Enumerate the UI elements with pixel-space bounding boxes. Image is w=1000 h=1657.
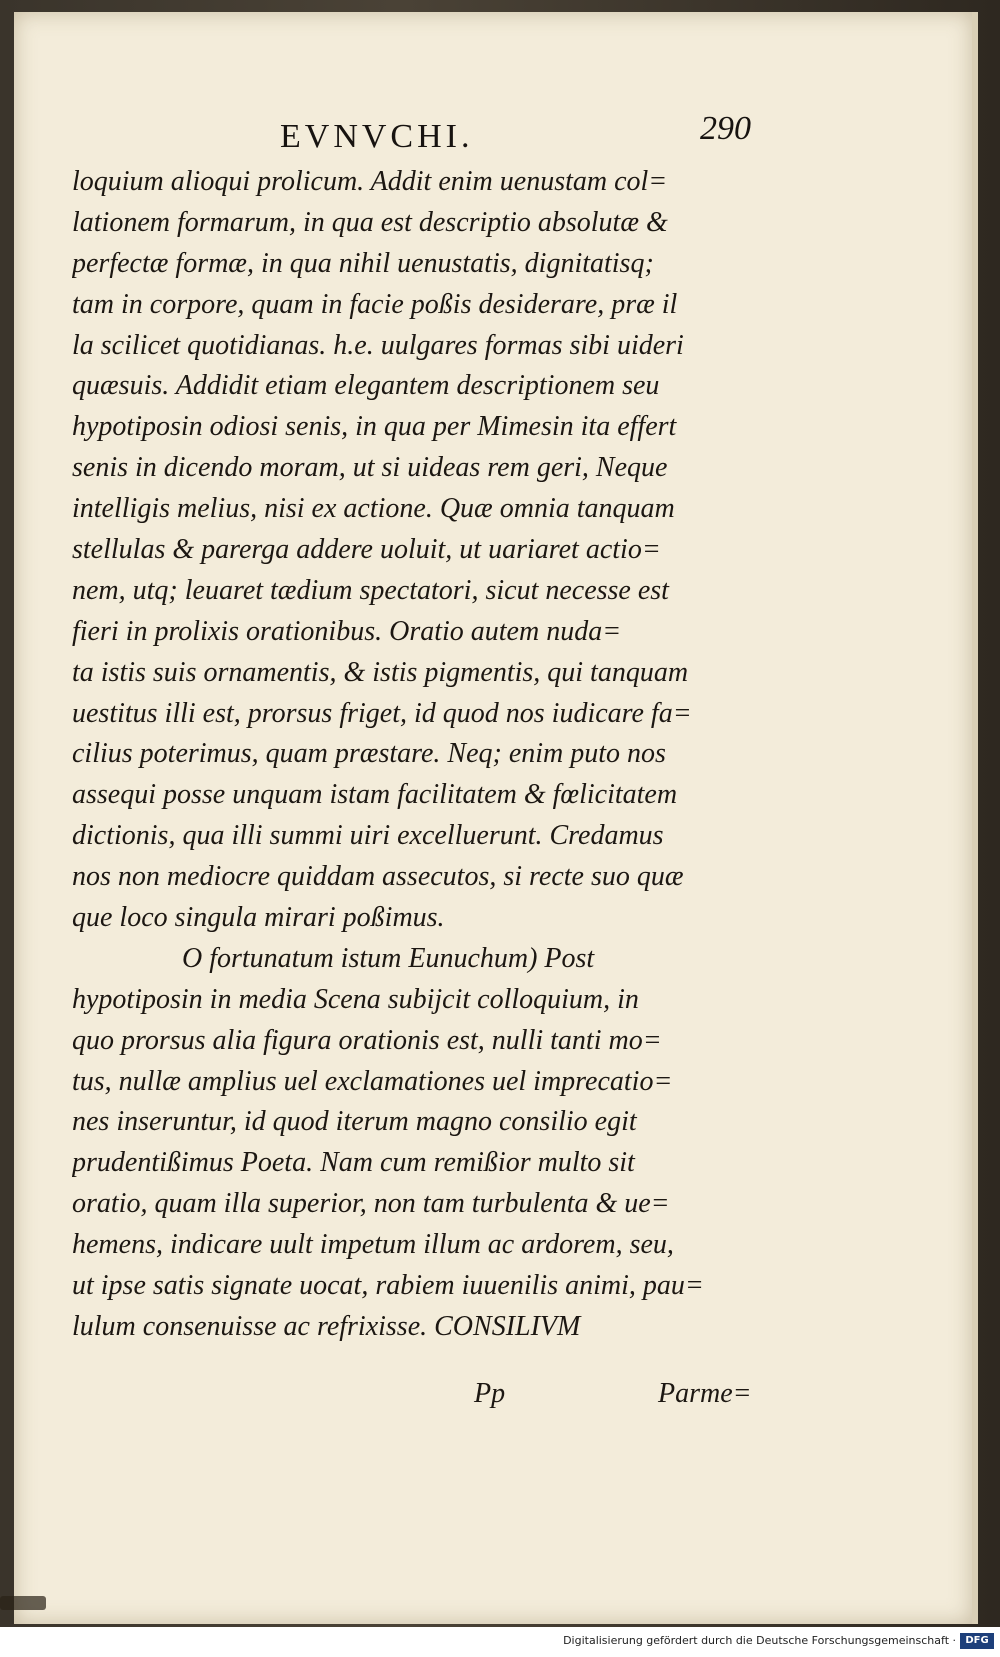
signature-mark: Pp — [474, 1378, 506, 1409]
text-line: oratio, quam illa superior, non tam turbulenta & ue= — [72, 1188, 670, 1220]
catchword: Parme= — [658, 1378, 752, 1409]
text-line: cilius poterimus, quam præstare. Neq; enim puto nos — [72, 738, 666, 770]
body-text — [72, 162, 772, 1348]
text-line: ta istis suis ornamentis, & istis pigmentis, qui tanquam — [72, 656, 689, 688]
page-header — [264, 104, 764, 154]
text-line: nos non mediocre quiddam assecutos, si recte suo quæ — [72, 861, 684, 893]
text-line: lationem formarum, in qua est descriptio absolutæ & — [72, 206, 668, 238]
text-line: quo prorsus alia figura orationis est, nulli tanti mo= — [72, 1024, 662, 1056]
text-line: perfectæ formæ, in qua nihil uenustatis, dignitatisq; — [72, 247, 654, 279]
text-line: hypotiposin in media Scena subijcit colloquium, in — [72, 983, 639, 1015]
text-line: quæsuis. Addidit etiam elegantem descriptionem seu — [72, 370, 660, 402]
text-line: intelligis melius, nisi ex actione. Quæ omnia tanquam — [72, 493, 675, 525]
text-line: fieri in prolixis orationibus. Oratio autem nuda= — [72, 615, 622, 647]
digitization-credit-bar — [0, 1627, 1000, 1657]
text-line: lulum consenuisse ac refrixisse. CONSILIVM — [72, 1310, 581, 1342]
text-line: loquium alioqui prolicum. Addit enim uenustam col= — [72, 166, 668, 197]
text-line: nes inseruntur, id quod iterum magno consilio egit — [72, 1106, 637, 1138]
credit-text: Digitalisierung gefördert durch die Deutsche Forschungsgemeinschaft · — [563, 1634, 956, 1647]
text-line-paragraph-start: O fortunatum istum Eunuchum) Post — [182, 942, 595, 974]
text-line: uestitus illi est, prorsus friget, id quod nos iudicare fa= — [72, 697, 692, 729]
page-footer — [14, 1378, 972, 1418]
page-number: 290 — [700, 110, 751, 147]
text-line: tam in corpore, quam in facie poßis desiderare, præ il — [72, 288, 678, 320]
text-line: dictionis, qua illi summi uiri excelluerunt. Credamus — [72, 820, 664, 852]
text-line: tus, nullæ amplius uel exclamationes uel imprecatio= — [72, 1065, 673, 1097]
text-line: la scilicet quotidianas. h.e. uulgares formas sibi uideri — [72, 329, 684, 361]
text-line: assequi posse unquam istam facilitatem & fœlicitatem — [72, 779, 678, 811]
text-line: hypotiposin odiosi senis, in qua per Mimesin ita effert — [72, 411, 677, 443]
text-line: que loco singula mirari poßimus. — [72, 902, 445, 934]
text-line: prudentißimus Poeta. Nam cum remißior multo sit — [72, 1147, 635, 1179]
ink-smudge — [0, 1596, 46, 1610]
book-page — [14, 12, 978, 1624]
text-line: hemens, indicare uult impetum illum ac ardorem, seu, — [72, 1229, 674, 1261]
text-line: nem, utq; leuaret tædium spectatori, sicut necesse est — [72, 574, 669, 606]
running-head: EVNVCHI. — [280, 118, 474, 155]
text-line: stellulas & parerga addere uoluit, ut uariaret actio= — [72, 534, 661, 566]
text-line: senis in dicendo moram, ut si uideas rem geri, Neque — [72, 452, 668, 484]
text-line: ut ipse satis signate uocat, rabiem iuuenilis animi, pau= — [72, 1270, 704, 1302]
dfg-logo: DFG — [960, 1633, 994, 1649]
